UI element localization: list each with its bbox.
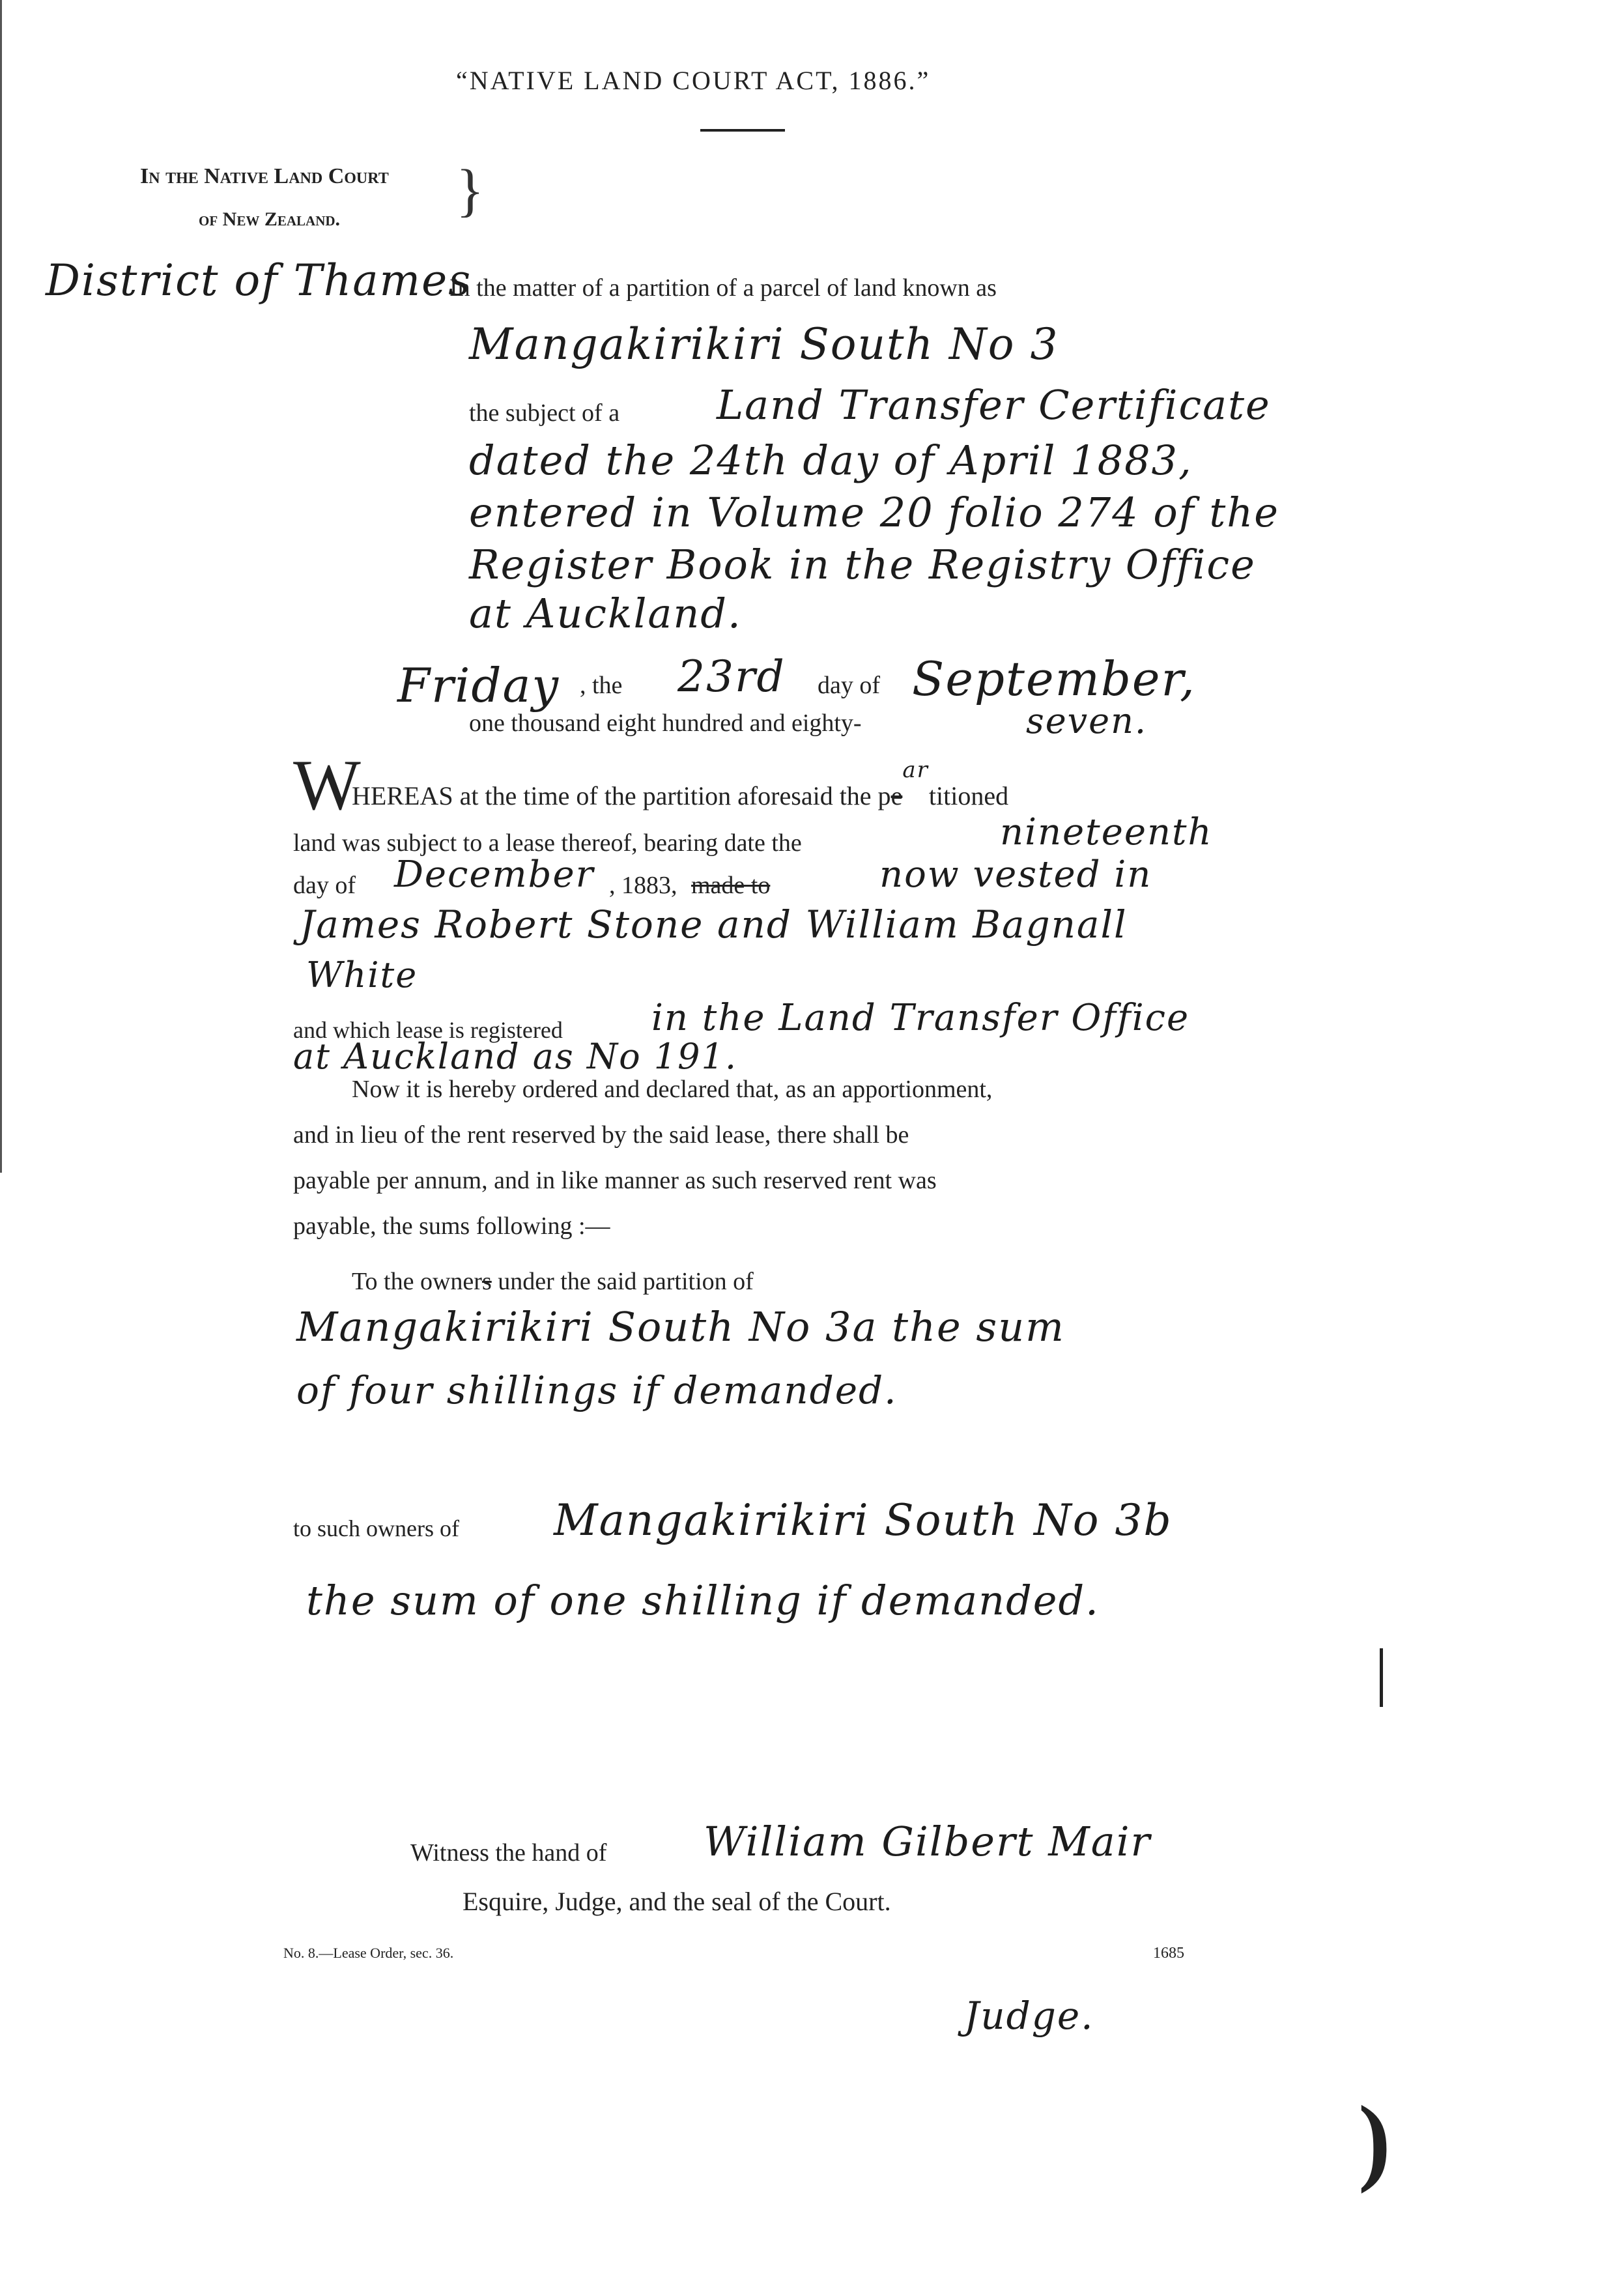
lease-struck-words: made to <box>691 872 771 899</box>
judge-name: William Gilbert Mair <box>704 1818 1152 1865</box>
owners-a-line1: Mangakirikiri South No 3a the sum <box>296 1303 1065 1351</box>
subject-line3: entered in Volume 20 folio 274 of the <box>469 489 1279 536</box>
order-line3: payable per annum, and in like manner as such reserved rent was <box>293 1167 937 1194</box>
date-weekday: Friday <box>397 658 560 713</box>
date-day-of-label: day of <box>818 672 881 699</box>
whereas-initial: W <box>293 745 361 825</box>
date-year-word: seven. <box>1026 700 1148 741</box>
form-number: No. 8.—Lease Order, sec. 36. <box>283 1945 454 1961</box>
judge-signature: Judge. <box>964 1994 1094 2038</box>
whereas-line1 <box>352 757 1009 811</box>
date-month: September, <box>912 652 1196 706</box>
court-heading-line2: of New Zealand. <box>199 208 341 230</box>
whereas-inserted-letters: ar <box>902 757 929 783</box>
district-name: District of Thames <box>46 255 472 306</box>
lease-year-prefix: , 18 <box>609 872 646 899</box>
subject-label: the subject of a <box>469 399 620 427</box>
lease-month: December <box>394 853 595 896</box>
owners-a-label <box>352 1267 754 1296</box>
lessee-names: James Robert Stone and William Bagnall <box>300 902 1128 947</box>
witness-label: Witness the hand of <box>410 1839 607 1867</box>
order-line2: and in lieu of the rent reserved by the said lease, there shall be <box>293 1121 909 1149</box>
owners-b-label: to such owners of <box>293 1515 459 1541</box>
owners-a-label-text: To the owner <box>352 1268 482 1295</box>
owners-b-line1: Mangakirikiri South No 3b <box>554 1495 1173 1545</box>
whereas-line1-text: HEREAS at the time of the partition aforesaid the p <box>352 781 891 810</box>
lessee-surname: White <box>306 954 418 995</box>
whereas-struck-letter: e <box>890 781 903 810</box>
owners-a-struck: s <box>481 1268 492 1295</box>
subject-line4: Register Book in the Registry Office <box>469 541 1256 588</box>
lease-date-day: nineteenth <box>1000 811 1213 853</box>
subject-line1: Land Transfer Certificate <box>717 381 1271 429</box>
lease-year <box>609 871 770 900</box>
date-the-label: , the <box>580 672 623 699</box>
whereas-line1-end: titioned <box>928 781 1009 810</box>
order-line1: Now it is hereby ordered and declared that, as an apportionment, <box>352 1076 993 1103</box>
lease-date-label: land was subject to a lease thereof, bearing date the <box>293 829 802 857</box>
lease-vested: now vested in <box>879 853 1152 896</box>
corner-bracket: ) <box>1358 2086 1391 2194</box>
subject-line5: at Auckland. <box>469 590 742 637</box>
owners-a-label-end: under the said partition of <box>498 1268 754 1295</box>
print-number: 1685 <box>1153 1945 1184 1962</box>
lease-month-label: day of <box>293 872 356 899</box>
lease-year-digits: 83, <box>646 872 677 899</box>
order-line4: payable, the sums following :— <box>293 1212 610 1240</box>
court-brace: } <box>456 158 485 223</box>
owners-a-line2: of four shillings if demanded. <box>296 1368 898 1412</box>
margin-edge-line <box>0 0 2 1173</box>
matter-intro: In the matter of a partition of a parcel of land known as <box>449 274 997 302</box>
date-year-prefix: one thousand eight hundred and eighty- <box>469 709 862 737</box>
act-title: “NATIVE LAND COURT ACT, 1886.” <box>456 66 931 95</box>
margin-mark <box>1380 1648 1383 1707</box>
witness-line2: Esquire, Judge, and the seal of the Court. <box>463 1887 891 1916</box>
court-heading-line1: In the Native Land Court <box>140 164 389 188</box>
title-rule <box>700 129 785 132</box>
lease-registered-label: and which lease is registered <box>293 1017 563 1043</box>
lease-registered-office: in the Land Transfer Office <box>651 997 1190 1039</box>
lease-registered-number: at Auckland as No 191. <box>293 1036 738 1077</box>
date-day: 23rd <box>677 652 786 702</box>
land-name: Mangakirikiri South No 3 <box>469 319 1059 369</box>
subject-line2: dated the 24th day of April 1883, <box>469 437 1193 484</box>
owners-b-line2: the sum of one shilling if demanded. <box>306 1577 1100 1624</box>
